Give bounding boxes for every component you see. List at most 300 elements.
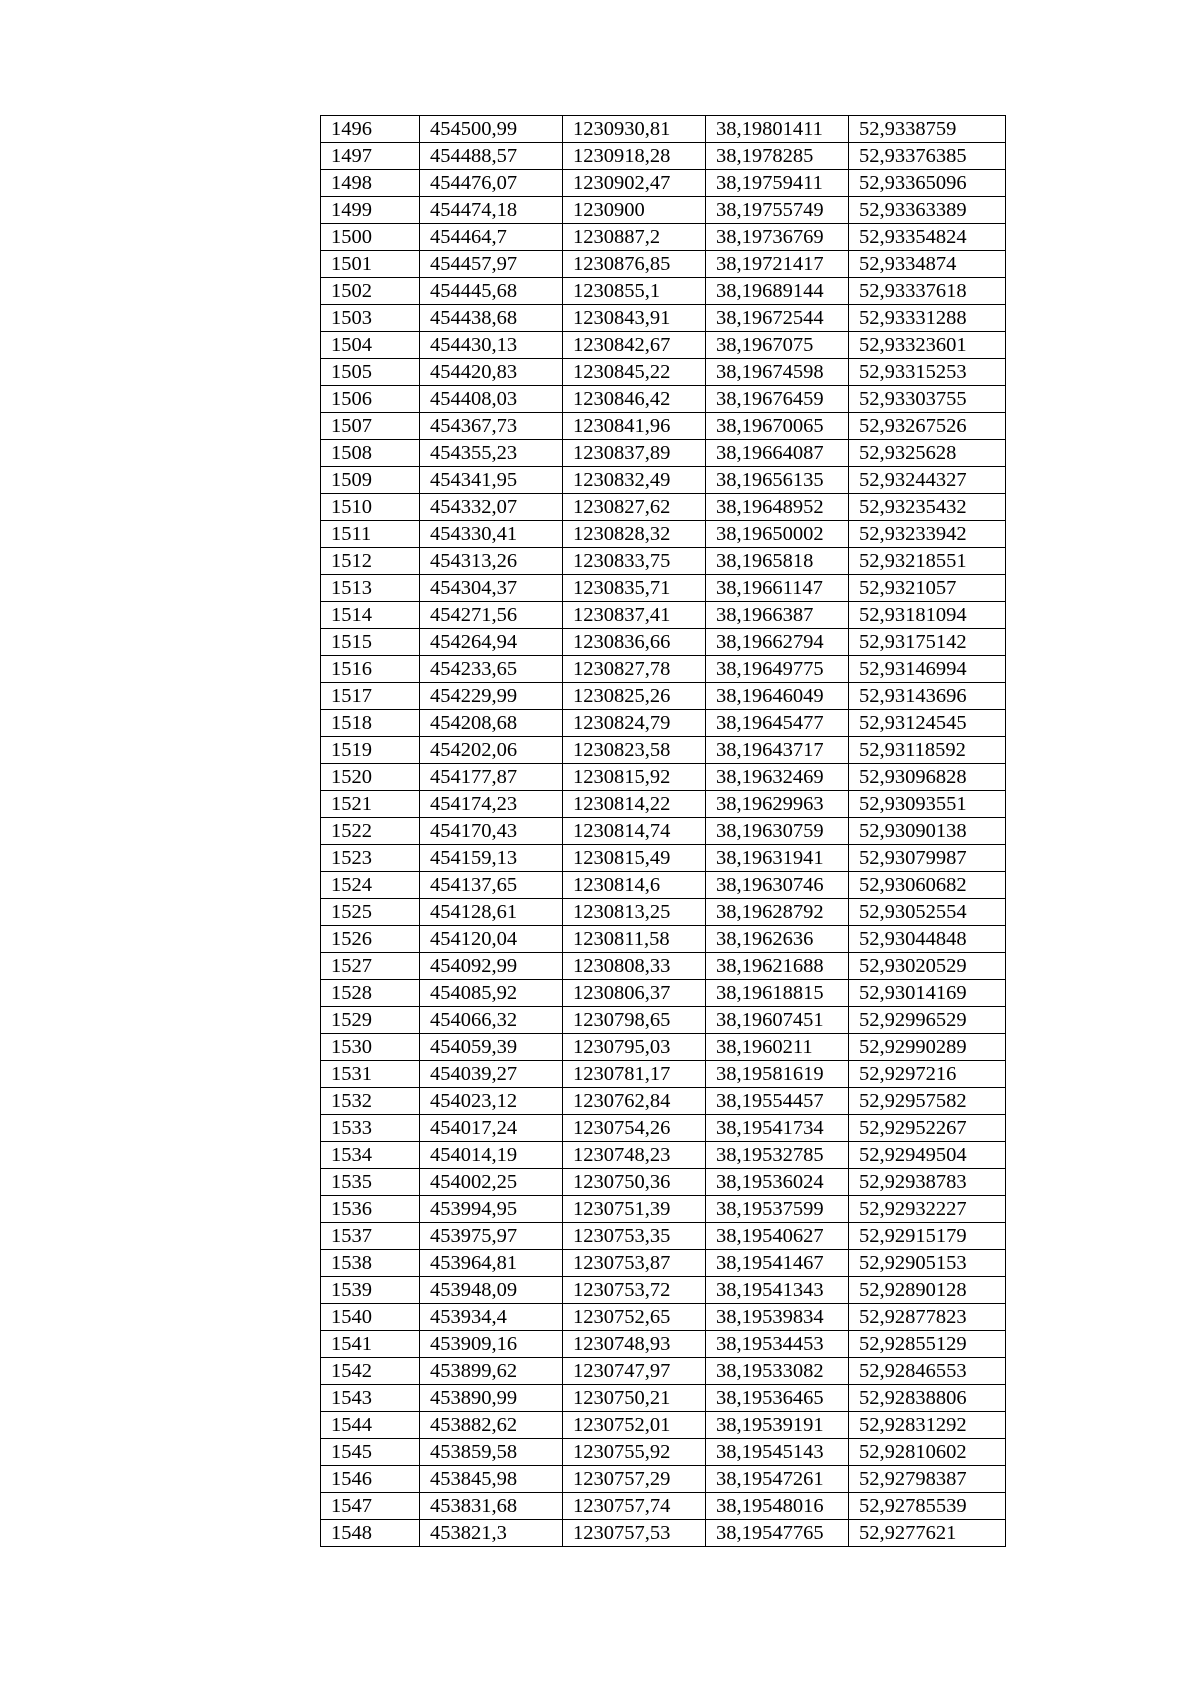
- latitude-cell: 38,19650002: [706, 521, 849, 548]
- latitude-cell: 38,19664087: [706, 440, 849, 467]
- x-coordinate-cell: 454039,27: [420, 1061, 563, 1088]
- longitude-cell: 52,92838806: [849, 1385, 1006, 1412]
- table-row: [321, 332, 1006, 359]
- x-coordinate-cell: 454474,18: [420, 197, 563, 224]
- x-coordinate-cell: 454177,87: [420, 764, 563, 791]
- table-row: [321, 872, 1006, 899]
- y-coordinate-cell: 1230750,21: [563, 1385, 706, 1412]
- x-coordinate-cell: 454170,43: [420, 818, 563, 845]
- longitude-cell: 52,93118592: [849, 737, 1006, 764]
- table-row: [321, 197, 1006, 224]
- longitude-cell: 52,92957582: [849, 1088, 1006, 1115]
- longitude-cell: 52,92855129: [849, 1331, 1006, 1358]
- x-coordinate-cell: 454445,68: [420, 278, 563, 305]
- table-row: [321, 278, 1006, 305]
- y-coordinate-cell: 1230827,78: [563, 656, 706, 683]
- longitude-cell: 52,93181094: [849, 602, 1006, 629]
- x-coordinate-cell: 454430,13: [420, 332, 563, 359]
- x-coordinate-cell: 454488,57: [420, 143, 563, 170]
- y-coordinate-cell: 1230855,1: [563, 278, 706, 305]
- point-number-cell: 1543: [321, 1385, 420, 1412]
- x-coordinate-cell: 454092,99: [420, 953, 563, 980]
- y-coordinate-cell: 1230757,29: [563, 1466, 706, 1493]
- point-number-cell: 1529: [321, 1007, 420, 1034]
- x-coordinate-cell: 453934,4: [420, 1304, 563, 1331]
- point-number-cell: 1547: [321, 1493, 420, 1520]
- latitude-cell: 38,19629963: [706, 791, 849, 818]
- table-row: [321, 116, 1006, 143]
- x-coordinate-cell: 454420,83: [420, 359, 563, 386]
- table-row: [321, 359, 1006, 386]
- latitude-cell: 38,1966387: [706, 602, 849, 629]
- longitude-cell: 52,93079987: [849, 845, 1006, 872]
- x-coordinate-cell: 454464,7: [420, 224, 563, 251]
- latitude-cell: 38,19545143: [706, 1439, 849, 1466]
- point-number-cell: 1501: [321, 251, 420, 278]
- point-number-cell: 1515: [321, 629, 420, 656]
- table-row: [321, 710, 1006, 737]
- coordinates-table-body: [321, 116, 1006, 1547]
- latitude-cell: 38,1965818: [706, 548, 849, 575]
- x-coordinate-cell: 454120,04: [420, 926, 563, 953]
- x-coordinate-cell: 454014,19: [420, 1142, 563, 1169]
- longitude-cell: 52,93175142: [849, 629, 1006, 656]
- y-coordinate-cell: 1230846,42: [563, 386, 706, 413]
- table-row: [321, 1277, 1006, 1304]
- latitude-cell: 38,19759411: [706, 170, 849, 197]
- latitude-cell: 38,19755749: [706, 197, 849, 224]
- point-number-cell: 1498: [321, 170, 420, 197]
- point-number-cell: 1502: [321, 278, 420, 305]
- table-row: [321, 629, 1006, 656]
- latitude-cell: 38,1978285: [706, 143, 849, 170]
- latitude-cell: 38,19631941: [706, 845, 849, 872]
- table-row: [321, 953, 1006, 980]
- longitude-cell: 52,93337618: [849, 278, 1006, 305]
- point-number-cell: 1514: [321, 602, 420, 629]
- table-row: [321, 791, 1006, 818]
- latitude-cell: 38,19643717: [706, 737, 849, 764]
- point-number-cell: 1511: [321, 521, 420, 548]
- x-coordinate-cell: 454202,06: [420, 737, 563, 764]
- point-number-cell: 1544: [321, 1412, 420, 1439]
- x-coordinate-cell: 454408,03: [420, 386, 563, 413]
- longitude-cell: 52,93124545: [849, 710, 1006, 737]
- longitude-cell: 52,93020529: [849, 953, 1006, 980]
- x-coordinate-cell: 454264,94: [420, 629, 563, 656]
- table-row: [321, 494, 1006, 521]
- x-coordinate-cell: 454159,13: [420, 845, 563, 872]
- x-coordinate-cell: 453909,16: [420, 1331, 563, 1358]
- table-row: [321, 440, 1006, 467]
- x-coordinate-cell: 454233,65: [420, 656, 563, 683]
- point-number-cell: 1542: [321, 1358, 420, 1385]
- y-coordinate-cell: 1230845,22: [563, 359, 706, 386]
- table-row: [321, 1385, 1006, 1412]
- y-coordinate-cell: 1230823,58: [563, 737, 706, 764]
- latitude-cell: 38,19534453: [706, 1331, 849, 1358]
- y-coordinate-cell: 1230752,01: [563, 1412, 706, 1439]
- point-number-cell: 1508: [321, 440, 420, 467]
- latitude-cell: 38,19645477: [706, 710, 849, 737]
- table-row: [321, 926, 1006, 953]
- y-coordinate-cell: 1230827,62: [563, 494, 706, 521]
- longitude-cell: 52,93014169: [849, 980, 1006, 1007]
- point-number-cell: 1517: [321, 683, 420, 710]
- table-row: [321, 251, 1006, 278]
- table-row: [321, 1034, 1006, 1061]
- point-number-cell: 1530: [321, 1034, 420, 1061]
- x-coordinate-cell: 454341,95: [420, 467, 563, 494]
- longitude-cell: 52,93096828: [849, 764, 1006, 791]
- latitude-cell: 38,1962636: [706, 926, 849, 953]
- y-coordinate-cell: 1230828,32: [563, 521, 706, 548]
- latitude-cell: 38,19547261: [706, 1466, 849, 1493]
- latitude-cell: 38,19662794: [706, 629, 849, 656]
- latitude-cell: 38,19656135: [706, 467, 849, 494]
- table-row: [321, 1439, 1006, 1466]
- longitude-cell: 52,92990289: [849, 1034, 1006, 1061]
- point-number-cell: 1548: [321, 1520, 420, 1547]
- point-number-cell: 1533: [321, 1115, 420, 1142]
- longitude-cell: 52,92785539: [849, 1493, 1006, 1520]
- point-number-cell: 1520: [321, 764, 420, 791]
- y-coordinate-cell: 1230833,75: [563, 548, 706, 575]
- table-row: [321, 1115, 1006, 1142]
- y-coordinate-cell: 1230843,91: [563, 305, 706, 332]
- latitude-cell: 38,1960211: [706, 1034, 849, 1061]
- x-coordinate-cell: 454457,97: [420, 251, 563, 278]
- y-coordinate-cell: 1230750,36: [563, 1169, 706, 1196]
- x-coordinate-cell: 453890,99: [420, 1385, 563, 1412]
- longitude-cell: 52,92846553: [849, 1358, 1006, 1385]
- x-coordinate-cell: 453948,09: [420, 1277, 563, 1304]
- coordinates-table: [320, 115, 1006, 1547]
- longitude-cell: 52,93365096: [849, 170, 1006, 197]
- longitude-cell: 52,93233942: [849, 521, 1006, 548]
- table-row: [321, 305, 1006, 332]
- latitude-cell: 38,19532785: [706, 1142, 849, 1169]
- y-coordinate-cell: 1230876,85: [563, 251, 706, 278]
- table-row: [321, 656, 1006, 683]
- x-coordinate-cell: 453821,3: [420, 1520, 563, 1547]
- point-number-cell: 1545: [321, 1439, 420, 1466]
- longitude-cell: 52,9297216: [849, 1061, 1006, 1088]
- point-number-cell: 1532: [321, 1088, 420, 1115]
- longitude-cell: 52,9277621: [849, 1520, 1006, 1547]
- x-coordinate-cell: 454438,68: [420, 305, 563, 332]
- table-row: [321, 413, 1006, 440]
- y-coordinate-cell: 1230806,37: [563, 980, 706, 1007]
- point-number-cell: 1531: [321, 1061, 420, 1088]
- latitude-cell: 38,19541467: [706, 1250, 849, 1277]
- y-coordinate-cell: 1230842,67: [563, 332, 706, 359]
- latitude-cell: 38,19676459: [706, 386, 849, 413]
- x-coordinate-cell: 454002,25: [420, 1169, 563, 1196]
- point-number-cell: 1500: [321, 224, 420, 251]
- table-row: [321, 1331, 1006, 1358]
- longitude-cell: 52,92831292: [849, 1412, 1006, 1439]
- x-coordinate-cell: 454332,07: [420, 494, 563, 521]
- latitude-cell: 38,19541734: [706, 1115, 849, 1142]
- longitude-cell: 52,93363389: [849, 197, 1006, 224]
- y-coordinate-cell: 1230836,66: [563, 629, 706, 656]
- longitude-cell: 52,93093551: [849, 791, 1006, 818]
- point-number-cell: 1522: [321, 818, 420, 845]
- table-row: [321, 818, 1006, 845]
- latitude-cell: 38,19672544: [706, 305, 849, 332]
- longitude-cell: 52,93143696: [849, 683, 1006, 710]
- longitude-cell: 52,92996529: [849, 1007, 1006, 1034]
- longitude-cell: 52,92915179: [849, 1223, 1006, 1250]
- y-coordinate-cell: 1230837,89: [563, 440, 706, 467]
- y-coordinate-cell: 1230748,23: [563, 1142, 706, 1169]
- point-number-cell: 1535: [321, 1169, 420, 1196]
- y-coordinate-cell: 1230781,17: [563, 1061, 706, 1088]
- longitude-cell: 52,92810602: [849, 1439, 1006, 1466]
- latitude-cell: 38,19630746: [706, 872, 849, 899]
- table-row: [321, 1466, 1006, 1493]
- table-row: [321, 1250, 1006, 1277]
- longitude-cell: 52,92938783: [849, 1169, 1006, 1196]
- point-number-cell: 1536: [321, 1196, 420, 1223]
- point-number-cell: 1519: [321, 737, 420, 764]
- point-number-cell: 1527: [321, 953, 420, 980]
- y-coordinate-cell: 1230762,84: [563, 1088, 706, 1115]
- latitude-cell: 38,19736769: [706, 224, 849, 251]
- point-number-cell: 1538: [321, 1250, 420, 1277]
- x-coordinate-cell: 454304,37: [420, 575, 563, 602]
- point-number-cell: 1524: [321, 872, 420, 899]
- longitude-cell: 52,92932227: [849, 1196, 1006, 1223]
- table-row: [321, 1358, 1006, 1385]
- x-coordinate-cell: 454066,32: [420, 1007, 563, 1034]
- y-coordinate-cell: 1230753,87: [563, 1250, 706, 1277]
- x-coordinate-cell: 453899,62: [420, 1358, 563, 1385]
- latitude-cell: 38,19661147: [706, 575, 849, 602]
- latitude-cell: 38,19536024: [706, 1169, 849, 1196]
- latitude-cell: 38,19689144: [706, 278, 849, 305]
- latitude-cell: 38,19721417: [706, 251, 849, 278]
- y-coordinate-cell: 1230757,74: [563, 1493, 706, 1520]
- latitude-cell: 38,19630759: [706, 818, 849, 845]
- table-row: [321, 1223, 1006, 1250]
- longitude-cell: 52,9321057: [849, 575, 1006, 602]
- x-coordinate-cell: 454367,73: [420, 413, 563, 440]
- table-row: [321, 170, 1006, 197]
- y-coordinate-cell: 1230752,65: [563, 1304, 706, 1331]
- point-number-cell: 1497: [321, 143, 420, 170]
- latitude-cell: 38,19537599: [706, 1196, 849, 1223]
- y-coordinate-cell: 1230815,92: [563, 764, 706, 791]
- x-coordinate-cell: 454137,65: [420, 872, 563, 899]
- point-number-cell: 1541: [321, 1331, 420, 1358]
- point-number-cell: 1512: [321, 548, 420, 575]
- y-coordinate-cell: 1230814,74: [563, 818, 706, 845]
- point-number-cell: 1499: [321, 197, 420, 224]
- point-number-cell: 1534: [321, 1142, 420, 1169]
- longitude-cell: 52,9334874: [849, 251, 1006, 278]
- x-coordinate-cell: 453845,98: [420, 1466, 563, 1493]
- longitude-cell: 52,92949504: [849, 1142, 1006, 1169]
- y-coordinate-cell: 1230795,03: [563, 1034, 706, 1061]
- table-row: [321, 1088, 1006, 1115]
- longitude-cell: 52,92952267: [849, 1115, 1006, 1142]
- table-row: [321, 467, 1006, 494]
- x-coordinate-cell: 453831,68: [420, 1493, 563, 1520]
- point-number-cell: 1537: [321, 1223, 420, 1250]
- table-row: [321, 683, 1006, 710]
- point-number-cell: 1506: [321, 386, 420, 413]
- latitude-cell: 38,19540627: [706, 1223, 849, 1250]
- longitude-cell: 52,92890128: [849, 1277, 1006, 1304]
- longitude-cell: 52,9325628: [849, 440, 1006, 467]
- table-row: [321, 1169, 1006, 1196]
- table-row: [321, 1061, 1006, 1088]
- point-number-cell: 1546: [321, 1466, 420, 1493]
- longitude-cell: 52,93244327: [849, 467, 1006, 494]
- point-number-cell: 1496: [321, 116, 420, 143]
- point-number-cell: 1505: [321, 359, 420, 386]
- longitude-cell: 52,93044848: [849, 926, 1006, 953]
- y-coordinate-cell: 1230837,41: [563, 602, 706, 629]
- latitude-cell: 38,19539191: [706, 1412, 849, 1439]
- table-row: [321, 1304, 1006, 1331]
- point-number-cell: 1507: [321, 413, 420, 440]
- point-number-cell: 1523: [321, 845, 420, 872]
- latitude-cell: 38,19628792: [706, 899, 849, 926]
- point-number-cell: 1510: [321, 494, 420, 521]
- table-row: [321, 1493, 1006, 1520]
- latitude-cell: 38,19801411: [706, 116, 849, 143]
- latitude-cell: 38,19554457: [706, 1088, 849, 1115]
- latitude-cell: 38,19618815: [706, 980, 849, 1007]
- longitude-cell: 52,93354824: [849, 224, 1006, 251]
- table-row: [321, 980, 1006, 1007]
- latitude-cell: 38,19539834: [706, 1304, 849, 1331]
- point-number-cell: 1504: [321, 332, 420, 359]
- x-coordinate-cell: 454208,68: [420, 710, 563, 737]
- longitude-cell: 52,93303755: [849, 386, 1006, 413]
- table-row: [321, 386, 1006, 413]
- latitude-cell: 38,19649775: [706, 656, 849, 683]
- latitude-cell: 38,19533082: [706, 1358, 849, 1385]
- latitude-cell: 38,19621688: [706, 953, 849, 980]
- table-row: [321, 1142, 1006, 1169]
- longitude-cell: 52,92905153: [849, 1250, 1006, 1277]
- y-coordinate-cell: 1230824,79: [563, 710, 706, 737]
- x-coordinate-cell: 453964,81: [420, 1250, 563, 1277]
- point-number-cell: 1525: [321, 899, 420, 926]
- x-coordinate-cell: 454174,23: [420, 791, 563, 818]
- y-coordinate-cell: 1230798,65: [563, 1007, 706, 1034]
- x-coordinate-cell: 454229,99: [420, 683, 563, 710]
- y-coordinate-cell: 1230930,81: [563, 116, 706, 143]
- latitude-cell: 38,19646049: [706, 683, 849, 710]
- longitude-cell: 52,93052554: [849, 899, 1006, 926]
- longitude-cell: 52,93060682: [849, 872, 1006, 899]
- latitude-cell: 38,19670065: [706, 413, 849, 440]
- x-coordinate-cell: 454059,39: [420, 1034, 563, 1061]
- point-number-cell: 1518: [321, 710, 420, 737]
- y-coordinate-cell: 1230748,93: [563, 1331, 706, 1358]
- table-row: [321, 845, 1006, 872]
- y-coordinate-cell: 1230815,49: [563, 845, 706, 872]
- longitude-cell: 52,92877823: [849, 1304, 1006, 1331]
- table-row: [321, 1196, 1006, 1223]
- table-row: [321, 1007, 1006, 1034]
- y-coordinate-cell: 1230832,49: [563, 467, 706, 494]
- latitude-cell: 38,19632469: [706, 764, 849, 791]
- x-coordinate-cell: 454313,26: [420, 548, 563, 575]
- latitude-cell: 38,19536465: [706, 1385, 849, 1412]
- x-coordinate-cell: 454017,24: [420, 1115, 563, 1142]
- table-row: [321, 764, 1006, 791]
- table-row: [321, 737, 1006, 764]
- longitude-cell: 52,93146994: [849, 656, 1006, 683]
- longitude-cell: 52,93267526: [849, 413, 1006, 440]
- y-coordinate-cell: 1230753,35: [563, 1223, 706, 1250]
- table-row: [321, 575, 1006, 602]
- latitude-cell: 38,19648952: [706, 494, 849, 521]
- x-coordinate-cell: 453859,58: [420, 1439, 563, 1466]
- longitude-cell: 52,93235432: [849, 494, 1006, 521]
- y-coordinate-cell: 1230755,92: [563, 1439, 706, 1466]
- longitude-cell: 52,93090138: [849, 818, 1006, 845]
- longitude-cell: 52,93323601: [849, 332, 1006, 359]
- y-coordinate-cell: 1230835,71: [563, 575, 706, 602]
- point-number-cell: 1528: [321, 980, 420, 1007]
- longitude-cell: 52,93315253: [849, 359, 1006, 386]
- x-coordinate-cell: 454355,23: [420, 440, 563, 467]
- table-row: [321, 899, 1006, 926]
- y-coordinate-cell: 1230811,58: [563, 926, 706, 953]
- y-coordinate-cell: 1230887,2: [563, 224, 706, 251]
- latitude-cell: 38,19548016: [706, 1493, 849, 1520]
- x-coordinate-cell: 453882,62: [420, 1412, 563, 1439]
- y-coordinate-cell: 1230753,72: [563, 1277, 706, 1304]
- y-coordinate-cell: 1230751,39: [563, 1196, 706, 1223]
- x-coordinate-cell: 454085,92: [420, 980, 563, 1007]
- point-number-cell: 1503: [321, 305, 420, 332]
- x-coordinate-cell: 454330,41: [420, 521, 563, 548]
- longitude-cell: 52,93331288: [849, 305, 1006, 332]
- x-coordinate-cell: 453994,95: [420, 1196, 563, 1223]
- point-number-cell: 1540: [321, 1304, 420, 1331]
- point-number-cell: 1539: [321, 1277, 420, 1304]
- y-coordinate-cell: 1230814,22: [563, 791, 706, 818]
- longitude-cell: 52,9338759: [849, 116, 1006, 143]
- latitude-cell: 38,19674598: [706, 359, 849, 386]
- x-coordinate-cell: 453975,97: [420, 1223, 563, 1250]
- y-coordinate-cell: 1230757,53: [563, 1520, 706, 1547]
- longitude-cell: 52,93376385: [849, 143, 1006, 170]
- latitude-cell: 38,1967075: [706, 332, 849, 359]
- point-number-cell: 1509: [321, 467, 420, 494]
- y-coordinate-cell: 1230813,25: [563, 899, 706, 926]
- table-row: [321, 548, 1006, 575]
- point-number-cell: 1516: [321, 656, 420, 683]
- table-row: [321, 143, 1006, 170]
- x-coordinate-cell: 454476,07: [420, 170, 563, 197]
- y-coordinate-cell: 1230754,26: [563, 1115, 706, 1142]
- y-coordinate-cell: 1230808,33: [563, 953, 706, 980]
- y-coordinate-cell: 1230902,47: [563, 170, 706, 197]
- y-coordinate-cell: 1230747,97: [563, 1358, 706, 1385]
- x-coordinate-cell: 454500,99: [420, 116, 563, 143]
- y-coordinate-cell: 1230825,26: [563, 683, 706, 710]
- latitude-cell: 38,19541343: [706, 1277, 849, 1304]
